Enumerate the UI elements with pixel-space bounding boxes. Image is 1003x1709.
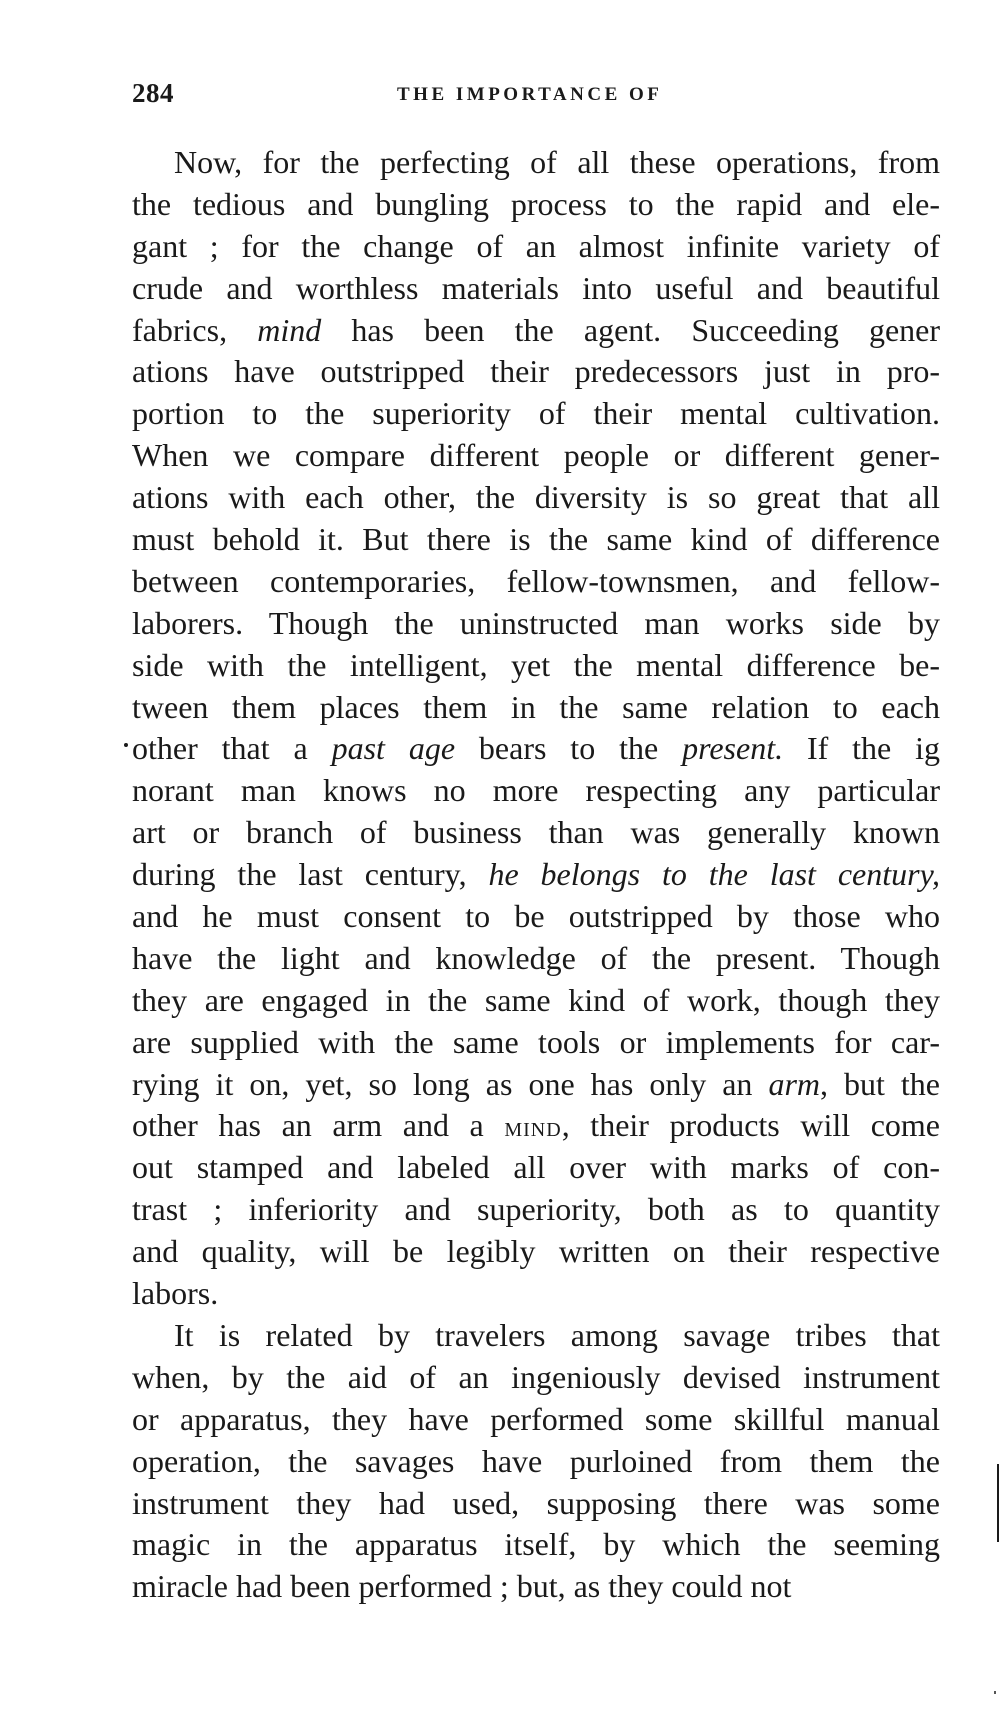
text-segment: , their products will come — [561, 1107, 941, 1144]
text-line — [132, 1147, 940, 1189]
paragraph — [132, 1315, 940, 1608]
margin-dot-mark — [124, 743, 128, 747]
text-line — [132, 854, 940, 896]
text-segment-italic: present. — [682, 730, 784, 767]
text-line — [132, 393, 940, 435]
text-segment: ations have outstripped their predecessors just in pro- — [132, 353, 940, 390]
text-segment: When we compare different people or different gener- — [132, 437, 940, 474]
text-line — [132, 435, 940, 477]
text-line — [132, 812, 940, 854]
text-segment: other has an arm and a — [132, 1107, 505, 1144]
text-line — [132, 1399, 940, 1441]
text-segment: art or branch of business than was generally known — [132, 814, 940, 851]
text-line — [132, 184, 940, 226]
text-line — [132, 1357, 940, 1399]
text-line — [132, 226, 940, 268]
text-line — [132, 1022, 940, 1064]
text-segment: other that a — [132, 730, 332, 767]
text-segment: must behold it. But there is the same kind of difference — [132, 521, 940, 558]
text-segment: or apparatus, they have performed some skillful manual — [132, 1400, 940, 1437]
text-segment: trast ; inferiority and superiority, both as to quantity — [132, 1191, 940, 1228]
text-line — [132, 142, 940, 184]
text-segment: instrument they had used, supposing there was some — [132, 1484, 940, 1521]
text-line — [132, 561, 940, 603]
text-segment-italic: mind — [257, 311, 322, 348]
text-line — [132, 1231, 940, 1273]
text-line — [132, 1064, 940, 1106]
text-segment: and he must consent to be outstripped by those who — [132, 898, 940, 935]
text-segment: they are engaged in the same kind of work, though they — [132, 981, 940, 1018]
text-segment: If the ig — [783, 730, 941, 767]
text-segment-italic: arm — [768, 1065, 821, 1102]
text-line — [132, 1483, 940, 1525]
text-line — [132, 1189, 940, 1231]
text-segment: , but the — [820, 1065, 941, 1102]
text-segment: when, by the aid of an ingeniously devised instrument — [132, 1358, 940, 1395]
text-segment: gant ; for the change of an almost infinite variety of — [132, 227, 940, 264]
text-segment: the tedious and bungling process to the rapid and ele- — [132, 185, 940, 222]
text-line — [132, 980, 940, 1022]
running-head-title: THE IMPORTANCE OF — [397, 84, 663, 105]
text-segment: crude and worthless materials into useful and beautiful — [132, 269, 940, 306]
text-line — [132, 268, 940, 310]
text-line — [132, 1524, 940, 1566]
text-line — [132, 687, 940, 729]
text-line — [132, 310, 940, 352]
text-segment: between contemporaries, fellow-townsmen, and fellow- — [132, 562, 940, 599]
text-line — [132, 603, 940, 645]
text-segment: portion to the superiority of their mental cultivation. — [132, 395, 940, 432]
text-line — [132, 351, 940, 393]
text-segment: ations with each other, the diversity is so great that all — [132, 479, 940, 516]
text-line — [132, 896, 940, 938]
text-line — [132, 770, 940, 812]
text-line — [132, 1441, 940, 1483]
text-segment: Now, for the perfecting of all these operations, from — [174, 144, 940, 180]
text-segment: has been the agent. Succeeding gener — [321, 311, 941, 348]
text-line — [132, 1273, 940, 1315]
text-segment-smallcaps: mind — [504, 1112, 562, 1144]
body-text — [132, 142, 940, 1608]
text-segment: out stamped and labeled all over with marks of con- — [132, 1149, 940, 1186]
text-segment: norant man knows no more respecting any particular — [132, 772, 940, 809]
page-edge-mark — [997, 1464, 999, 1542]
text-segment: operation, the savages have purloined from them the — [132, 1442, 940, 1479]
paragraph — [132, 142, 940, 1315]
text-segment: side with the intelligent, yet the mental difference be- — [132, 646, 940, 683]
text-segment: and quality, will be legibly written on their respective — [132, 1233, 940, 1270]
page-edge-speck — [994, 1691, 996, 1694]
page-number: 284 — [132, 78, 174, 108]
text-line — [132, 1105, 940, 1147]
text-line — [132, 1566, 940, 1608]
text-segment: labors. — [132, 1275, 219, 1312]
text-line — [132, 1315, 940, 1357]
text-segment: tween them places them in the same relation to each — [132, 688, 940, 725]
text-segment: have the light and knowledge of the present. Though — [132, 939, 940, 976]
text-segment: miracle had been performed ; but, as they could not — [132, 1568, 792, 1605]
text-segment: are supplied with the same tools or implements for car- — [132, 1023, 940, 1060]
text-segment: during the last century, — [132, 856, 489, 893]
text-segment: laborers. Though the uninstructed man works side by — [132, 604, 940, 641]
text-segment-italic: past age — [331, 730, 456, 767]
text-segment: It is related by travelers among savage tribes that — [174, 1316, 940, 1353]
text-line — [132, 477, 940, 519]
text-segment: rying it on, yet, so long as one has only an — [132, 1065, 769, 1102]
text-segment: magic in the apparatus itself, by which the seeming — [132, 1526, 940, 1563]
text-line — [132, 519, 940, 561]
running-head — [132, 78, 940, 118]
text-segment-italic: he belongs to the last century, — [488, 856, 941, 893]
text-line — [132, 938, 940, 980]
text-line — [132, 645, 940, 687]
text-segment: bears to the — [455, 730, 683, 767]
text-segment: fabrics, — [132, 311, 258, 348]
text-line — [132, 728, 940, 770]
